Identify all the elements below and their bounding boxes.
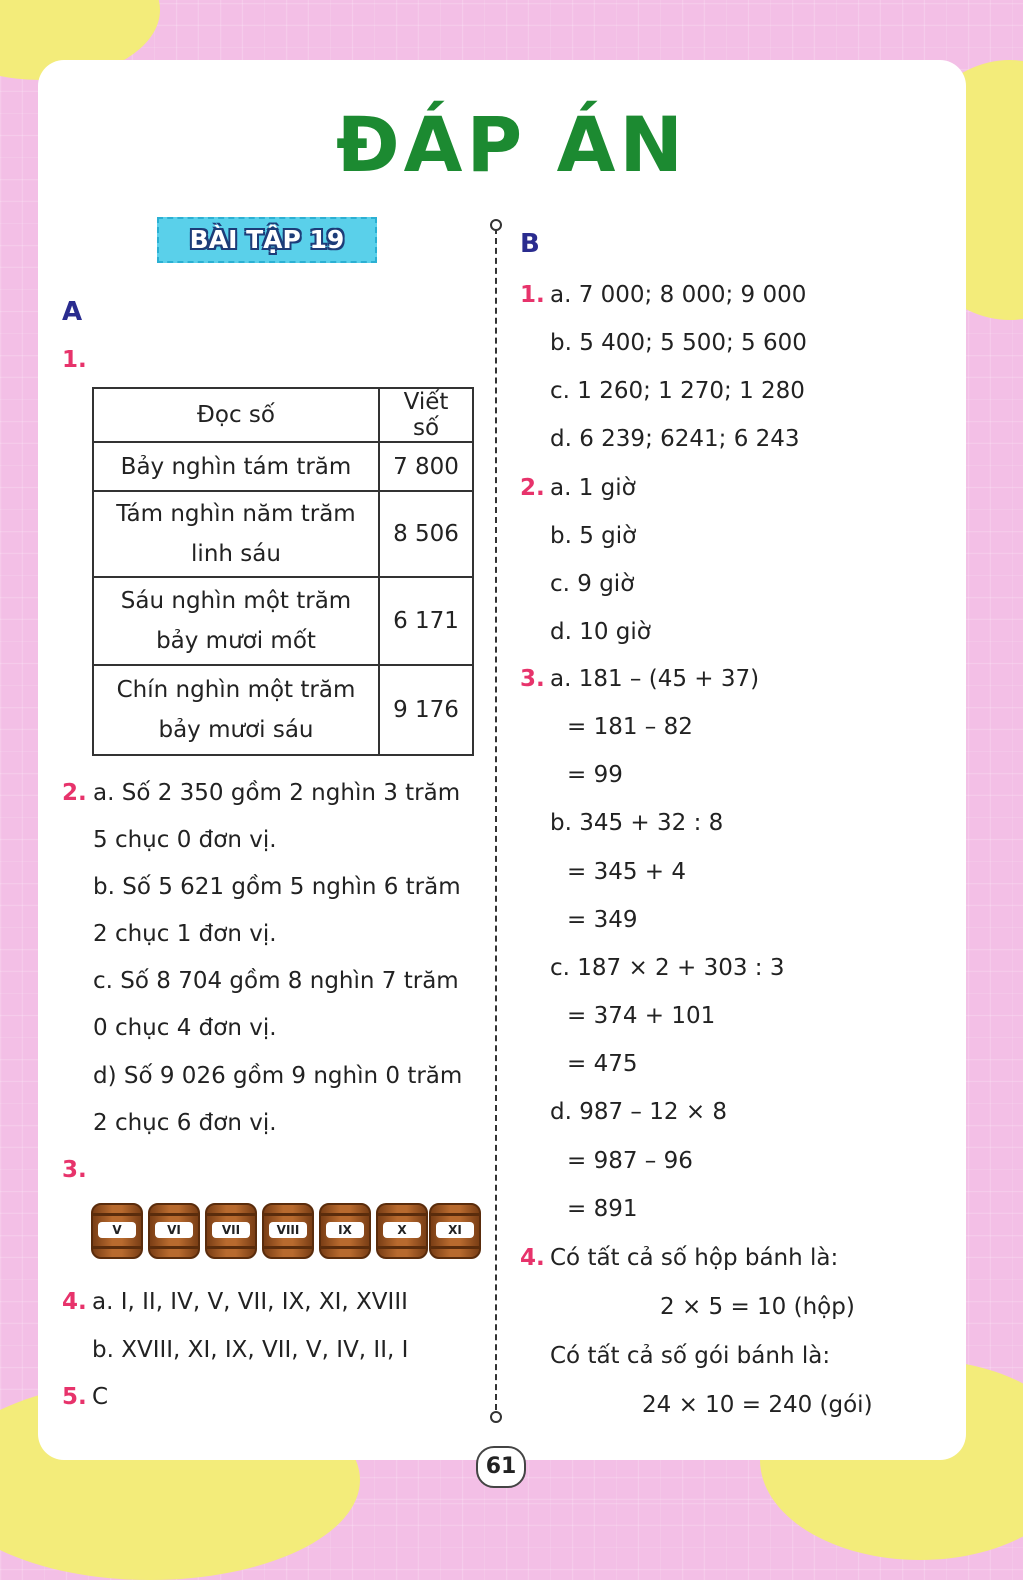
a-q2-line: c. Số 8 704 gồm 8 nghìn 7 trăm: [93, 968, 459, 994]
page-title: ĐÁP ÁN: [335, 100, 688, 189]
header-read: Đọc số: [93, 388, 379, 442]
b-q3-line: = 987 – 96: [567, 1148, 693, 1174]
barrel-label: XI: [436, 1222, 474, 1238]
a-q2-line: 0 chục 4 đơn vị.: [93, 1015, 277, 1041]
table-row: [93, 577, 473, 665]
row-value: 6 171: [379, 577, 473, 665]
b-q2-line: a. 1 giờ: [550, 475, 636, 501]
barrel-icon: [262, 1203, 314, 1259]
b-q3-line: = 99: [567, 762, 623, 788]
barrel-label: VI: [155, 1222, 193, 1238]
a-q5-number: 5.: [62, 1384, 87, 1410]
a-q5-answer: C: [92, 1384, 109, 1410]
b-q1-line: b. 5 400; 5 500; 5 600: [550, 330, 807, 356]
divider-top-dot: [490, 219, 502, 231]
barrel-icon: [148, 1203, 200, 1259]
b-q2-line: c. 9 giờ: [550, 571, 635, 597]
a-q2-line: b. Số 5 621 gồm 5 nghìn 6 trăm: [93, 874, 461, 900]
exercise-tag: BÀI TẬP 19: [157, 217, 377, 263]
barrel-icon: [91, 1203, 143, 1259]
b-q3-number: 3.: [520, 666, 545, 692]
barrel-label: VII: [212, 1222, 250, 1238]
a-q3-number: 3.: [62, 1157, 87, 1183]
divider-bottom-dot: [490, 1411, 502, 1423]
a-q2-line: d) Số 9 026 gồm 9 nghìn 0 trăm: [93, 1063, 463, 1089]
b-q4-line: Có tất cả số gói bánh là:: [550, 1343, 831, 1369]
row-read: Sáu nghìn một trăm bảy mươi mốt: [93, 577, 379, 665]
table-row: [93, 491, 473, 577]
b-q3-line: a. 181 – (45 + 37): [550, 666, 760, 692]
barrel-label: VIII: [269, 1222, 307, 1238]
b-q2-line: b. 5 giờ: [550, 523, 637, 549]
section-b-label: B: [520, 229, 540, 259]
b-q4-line: Có tất cả số hộp bánh là:: [550, 1245, 839, 1271]
section-a-label: A: [62, 297, 83, 327]
b-q3-line: = 475: [567, 1051, 638, 1077]
number-reading-table: [92, 387, 474, 756]
b-q2-line: d. 10 giờ: [550, 619, 651, 645]
row-read: Bảy nghìn tám trăm: [93, 442, 379, 491]
row-value: 8 506: [379, 491, 473, 577]
a-q2-line: a. Số 2 350 gồm 2 nghìn 3 trăm: [93, 780, 461, 806]
a-q1-number: 1.: [62, 347, 87, 373]
b-q1-number: 1.: [520, 282, 545, 308]
b-q1-line: a. 7 000; 8 000; 9 000: [550, 282, 807, 308]
row-value: 9 176: [379, 665, 473, 755]
page-number: 61: [476, 1446, 526, 1488]
b-q3-line: c. 187 × 2 + 303 : 3: [550, 955, 785, 981]
column-divider: [495, 228, 497, 1410]
b-q4-line: 24 × 10 = 240 (gói): [642, 1392, 873, 1418]
a-q2-line: 2 chục 6 đơn vị.: [93, 1110, 277, 1136]
b-q2-number: 2.: [520, 475, 545, 501]
b-q3-line: = 345 + 4: [567, 859, 687, 885]
a-q2-number: 2.: [62, 780, 87, 806]
b-q3-line: d. 987 – 12 × 8: [550, 1099, 728, 1125]
barrel-icon: [319, 1203, 371, 1259]
barrel-icon: [205, 1203, 257, 1259]
row-read: Chín nghìn một trăm bảy mươi sáu: [93, 665, 379, 755]
a-q2-line: 5 chục 0 đơn vị.: [93, 827, 277, 853]
b-q4-line: 2 × 5 = 10 (hộp): [660, 1294, 855, 1320]
barrel-icon: [429, 1203, 481, 1259]
b-q3-line: b. 345 + 32 : 8: [550, 810, 724, 836]
b-q1-line: c. 1 260; 1 270; 1 280: [550, 378, 805, 404]
b-q3-line: = 374 + 101: [567, 1003, 716, 1029]
b-q3-line: = 181 – 82: [567, 714, 693, 740]
barrel-label: IX: [326, 1222, 364, 1238]
row-read: Tám nghìn năm trăm linh sáu: [93, 491, 379, 577]
header-write: Viết số: [379, 388, 473, 442]
row-value: 7 800: [379, 442, 473, 491]
a-q4-line: a. I, II, IV, V, VII, IX, XI, XVIII: [92, 1289, 408, 1315]
barrel-icon: [376, 1203, 428, 1259]
a-q4-number: 4.: [62, 1289, 87, 1315]
b-q3-line: = 349: [567, 907, 638, 933]
a-q4-line: b. XVIII, XI, IX, VII, V, IV, II, I: [92, 1337, 409, 1363]
barrel-label: X: [383, 1222, 421, 1238]
table-row: [93, 442, 473, 491]
b-q3-line: = 891: [567, 1196, 638, 1222]
b-q4-number: 4.: [520, 1245, 545, 1271]
barrel-label: V: [98, 1222, 136, 1238]
table-header-row: [93, 388, 473, 442]
b-q1-line: d. 6 239; 6241; 6 243: [550, 426, 800, 452]
a-q2-line: 2 chục 1 đơn vị.: [93, 921, 277, 947]
table-row: [93, 665, 473, 755]
